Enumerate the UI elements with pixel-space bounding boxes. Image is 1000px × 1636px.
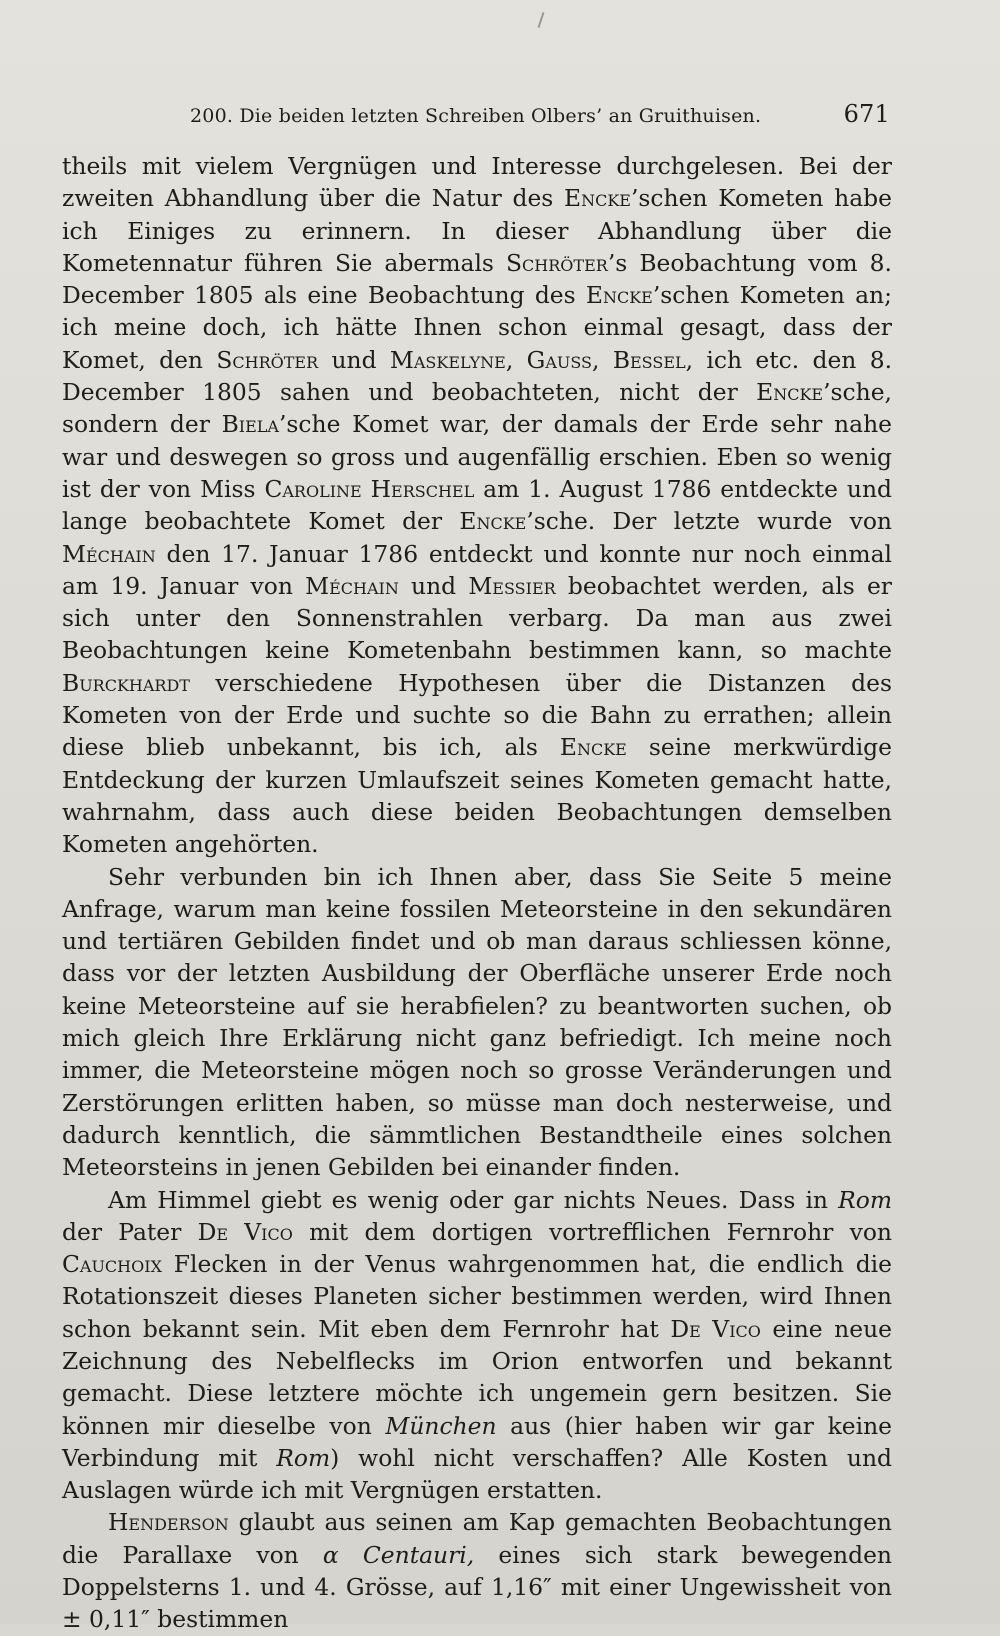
text-run: mit dem dortigen vortrefflichen Fernrohr von <box>292 1217 892 1246</box>
paragraph-4 <box>62 1506 892 1635</box>
name-smallcaps: Encke <box>756 378 824 407</box>
body-text <box>62 150 892 1636</box>
name-smallcaps: Henderson <box>108 1508 229 1537</box>
italic-term: α Centauri, <box>322 1540 475 1569</box>
name-smallcaps: Bessel <box>612 345 686 374</box>
text-run: ’sche Komet war, der damals der Erde sehr nahe war und deswegen so gross und augenfällig erschien. Eben so wenig ist der von Miss <box>62 410 892 503</box>
text-run: , <box>505 345 527 374</box>
name-smallcaps: Méchain <box>62 539 156 568</box>
name-smallcaps: Schröter <box>216 345 319 374</box>
running-title: 200. Die beiden letzten Schreiben Olbers’ an Gruithuisen. <box>190 105 762 127</box>
text-run: und <box>318 345 390 374</box>
name-smallcaps: Encke <box>564 184 631 213</box>
text-run: eines sich stark bewegenden Doppelsterns 1. und 4. Grösse, auf 1,16″ mit einer Ungewissheit von ± 0,11″ bestimmen <box>62 1540 892 1634</box>
text-run: theils mit vielem Vergnügen und Interesse durchgelesen. Bei der zweiten Abhandlung über die Natur des <box>62 152 892 213</box>
text-run: seine merkwürdige Entdeckung der kurzen Umlaufszeit seines Kometen gemacht hatte, wahrnahm, dass auch diese beiden Beobachtungen demselben Kometen angehörten. <box>62 733 892 859</box>
name-smallcaps: Cauchoix <box>62 1250 162 1279</box>
text-run: ’schen Kometen an; ich meine doch, ich hätte Ihnen schon einmal gesagt, dass der Komet, den <box>62 281 892 374</box>
paragraph-3 <box>62 1184 892 1507</box>
italic-term: Rom <box>276 1443 331 1472</box>
text-run: ’sche. Der letzte wurde von <box>526 507 892 536</box>
text-run: glaubt aus seinen am Kap gemachten Beobachtungen die Parallaxe von <box>62 1508 892 1569</box>
text-run: am 1. August 1786 entdeckte und lange beobachtete Komet der <box>62 474 892 536</box>
text-run: den 17. Januar 1786 entdeckt und konnte nur noch einmal am 19. Januar von <box>62 539 892 600</box>
name-smallcaps: Encke <box>459 507 527 536</box>
name-smallcaps: Gauss <box>526 345 593 374</box>
name-smallcaps: Encke <box>585 281 653 310</box>
name-smallcaps: De Vico <box>197 1217 293 1246</box>
name-smallcaps: Messier <box>468 571 556 600</box>
name-smallcaps: Biela <box>221 410 279 439</box>
text-run: , <box>592 345 613 374</box>
name-smallcaps: Caroline Herschel <box>264 474 475 503</box>
text-run: beobachtet werden, als er sich unter den Sonnenstrahlen verbarg. Da man aus zwei Beobachtungen keine Kometenbahn bestimmen kann, so machte <box>62 571 892 665</box>
name-smallcaps: Encke <box>559 733 627 762</box>
text-run: der Pater <box>62 1217 198 1246</box>
name-smallcaps: De Vico <box>670 1314 761 1343</box>
paragraph-2 <box>62 861 892 1184</box>
text-run: Am Himmel giebt es wenig oder gar nichts Neues. Dass in <box>108 1185 839 1214</box>
text-run: und <box>398 571 469 600</box>
text-run: eine neue Zeichnung des Nebelflecks im Orion entworfen und bekannt gemacht. Diese letztere möchte ich ungemein gern besitzen. Sie können mir dieselbe von <box>62 1314 892 1440</box>
text-run: ) wohl nicht verschaffen? Alle Kosten und Auslagen würde ich mit Vergnügen erstatten. <box>62 1443 892 1505</box>
italic-term: Rom <box>838 1185 892 1214</box>
page-number: 671 <box>843 100 890 128</box>
name-smallcaps: Schröter <box>506 248 608 277</box>
name-smallcaps: Méchain <box>305 571 399 600</box>
text-run: , ich etc. den 8. December 1805 sahen und beobachteten, nicht der <box>62 345 893 407</box>
text-run: ’s Beobachtung vom 8. December 1805 als eine Beobachtung des <box>62 248 892 310</box>
text-run: ’sche, sondern der <box>62 378 892 439</box>
text-run: aus (hier haben wir gar keine Verbindung mit <box>62 1411 892 1472</box>
paragraph-1 <box>62 150 892 861</box>
name-smallcaps: Maskelyne <box>389 345 506 374</box>
italic-term: München <box>385 1411 497 1440</box>
pencil-mark <box>538 12 545 28</box>
running-head <box>190 100 890 128</box>
text-run: Flecken in der Venus wahrgenommen hat, die endlich die Rotationszeit dieses Planeten sicher bestimmen werden, wird Ihnen schon bekannt sein. Mit eben dem Fernrohr hat <box>62 1250 892 1343</box>
text-run: Sehr verbunden bin ich Ihnen aber, dass Sie Seite 5 meine Anfrage, warum man keine fossilen Meteorsteine in den sekundären und tertiären Gebilden findet und ob man daraus schliessen könne, dass vor der letzten Ausbildung der Oberfläche unserer Erde noch keine Meteorsteine auf sie herabfielen? zu beantworten suchen, ob mich gleich Ihre Erklärung nicht ganz befriedigt. Ich meine noch immer, die Meteorsteine mögen noch so grosse Veränderungen und Zerstörungen erlitten haben, so müsse man doch nesterweise, und dadurch kenntlich, die sämmtlichen Bestandtheile eines solchen Meteorsteins in jenen Gebilden bei einander finden. <box>62 862 892 1182</box>
name-smallcaps: Burckhardt <box>62 668 190 697</box>
text-run: ’schen Kometen habe ich Einiges zu erinnern. In dieser Abhandlung über die Kometennatur führen Sie abermals <box>62 184 892 277</box>
text-run: verschiedene Hypothesen über die Distanzen des Kometen von der Erde und suchte so die Bahn zu errathen; allein diese blieb unbekannt, bis ich, als <box>62 668 892 762</box>
